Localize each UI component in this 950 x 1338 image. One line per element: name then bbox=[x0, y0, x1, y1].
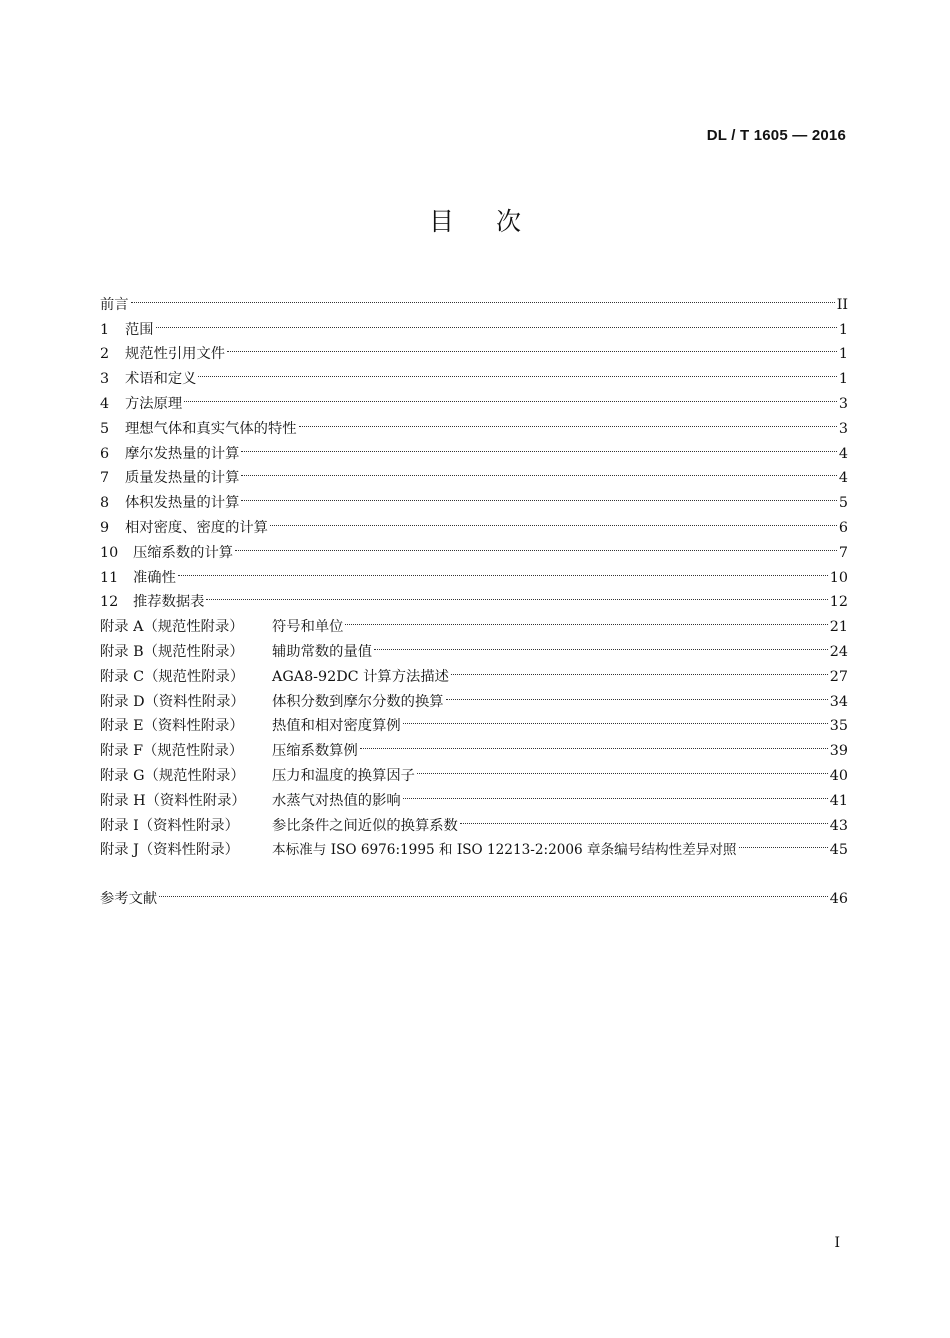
appendix-prefix: 附录 J（资料性附录） bbox=[100, 842, 239, 859]
toc-entry-label: 范围 bbox=[125, 321, 154, 338]
toc-entry-page: 46 bbox=[829, 891, 848, 908]
toc-entry-page: 1 bbox=[838, 371, 848, 388]
chapter-number: 10 bbox=[100, 544, 119, 561]
toc-entry-chapter-4[interactable] bbox=[100, 383, 848, 412]
leader-dots bbox=[241, 433, 837, 458]
document-code: DL / T 1605 — 2016 bbox=[706, 127, 846, 144]
table-of-contents bbox=[100, 284, 848, 908]
appendix-prefix: 附录 I（资料性附录） bbox=[100, 817, 239, 834]
page-number: I bbox=[834, 1235, 840, 1251]
toc-entry-page: 27 bbox=[829, 668, 848, 685]
toc-entry-page: 10 bbox=[829, 569, 848, 586]
toc-entry-label: 压力和温度的换算因子 bbox=[272, 767, 415, 784]
toc-entry-label: 参考文献 bbox=[100, 891, 158, 908]
chapter-number: 2 bbox=[100, 346, 110, 363]
toc-entry-chapter-2[interactable] bbox=[100, 334, 848, 363]
toc-entry-label: 水蒸气对热值的影响 bbox=[272, 792, 401, 809]
leader-dots bbox=[451, 656, 828, 681]
toc-entry-label: 推荐数据表 bbox=[133, 594, 205, 611]
appendix-prefix: 附录 A（规范性附录） bbox=[100, 619, 244, 636]
appendix-prefix: 附录 C（规范性附录） bbox=[100, 668, 245, 685]
chapter-number: 8 bbox=[100, 495, 110, 512]
appendix-prefix: 附录 B（规范性附录） bbox=[100, 643, 244, 660]
toc-entry-label: 摩尔发热量的计算 bbox=[125, 445, 240, 462]
toc-entry-label: 参比条件之间近似的换算系数 bbox=[272, 817, 458, 834]
toc-entry-page: 3 bbox=[838, 395, 848, 412]
leader-dots bbox=[739, 830, 828, 855]
toc-entry-appendix-a[interactable] bbox=[100, 606, 848, 636]
toc-entry-page: 21 bbox=[829, 619, 848, 636]
appendix-prefix: 附录 D（资料性附录） bbox=[100, 693, 245, 710]
leader-dots bbox=[270, 507, 837, 532]
chapter-number: 6 bbox=[100, 445, 110, 462]
leader-dots bbox=[156, 309, 837, 334]
leader-dots bbox=[131, 284, 835, 309]
toc-entry-page: 34 bbox=[829, 693, 848, 710]
chapter-number: 7 bbox=[100, 470, 110, 487]
toc-entry-chapter-1[interactable] bbox=[100, 309, 848, 338]
chapter-number: 4 bbox=[100, 395, 110, 412]
toc-entry-page: 1 bbox=[838, 346, 848, 363]
appendix-prefix: 附录 E（资料性附录） bbox=[100, 718, 244, 735]
toc-entry-page: 4 bbox=[838, 470, 848, 487]
leader-dots bbox=[446, 681, 828, 706]
toc-entry-label: 准确性 bbox=[133, 569, 176, 586]
toc-entry-label: AGA8-92DC 计算方法描述 bbox=[272, 668, 449, 685]
appendix-prefix: 附录 F（规范性附录） bbox=[100, 743, 244, 760]
toc-entry-chapter-11[interactable] bbox=[100, 557, 848, 586]
toc-entry-page: 4 bbox=[838, 445, 848, 462]
toc-entry-label: 质量发热量的计算 bbox=[125, 470, 240, 487]
leader-dots bbox=[184, 383, 837, 408]
toc-entry-page: 40 bbox=[829, 767, 848, 784]
leader-dots bbox=[403, 780, 828, 805]
leader-dots bbox=[374, 631, 828, 656]
toc-title: 目次 bbox=[428, 207, 563, 236]
toc-entry-page: 1 bbox=[838, 321, 848, 338]
toc-entry-page: 6 bbox=[838, 519, 848, 536]
toc-entry-page: 41 bbox=[829, 792, 848, 809]
toc-entry-page: 35 bbox=[829, 718, 848, 735]
leader-dots bbox=[345, 606, 827, 631]
appendix-prefix: 附录 H（资料性附录） bbox=[100, 792, 246, 809]
toc-entry-preface[interactable] bbox=[100, 284, 848, 313]
toc-entry-label: 相对密度、密度的计算 bbox=[125, 519, 268, 536]
toc-entry-page: 43 bbox=[829, 817, 848, 834]
chapter-number: 11 bbox=[100, 569, 119, 586]
leader-dots bbox=[159, 878, 828, 903]
toc-entry-page: 7 bbox=[838, 544, 848, 561]
toc-entry-label: 压缩系数算例 bbox=[272, 743, 358, 760]
leader-dots bbox=[235, 532, 837, 557]
toc-entry-label: 辅助常数的量值 bbox=[272, 643, 373, 660]
toc-entry-label: 体积分数到摩尔分数的换算 bbox=[272, 693, 444, 710]
chapter-number: 5 bbox=[100, 420, 110, 437]
leader-dots bbox=[460, 805, 828, 830]
toc-entry-chapter-12[interactable] bbox=[100, 582, 848, 611]
toc-entry-label: 本标准与 ISO 6976:1995 和 ISO 12213-2:2006 章条编号结构性差异对照 bbox=[272, 842, 737, 859]
leader-dots bbox=[299, 408, 837, 433]
leader-dots bbox=[403, 706, 828, 731]
chapter-number: 9 bbox=[100, 519, 110, 536]
toc-entry-page: 45 bbox=[829, 842, 848, 859]
toc-entry-chapter-5[interactable] bbox=[100, 408, 848, 437]
toc-entry-page: 12 bbox=[829, 594, 848, 611]
toc-entry-chapter-3[interactable] bbox=[100, 358, 848, 388]
toc-entry-label: 理想气体和真实气体的特性 bbox=[125, 420, 297, 437]
toc-entry-bibliography[interactable] bbox=[100, 878, 848, 908]
toc-entry-page: 3 bbox=[838, 420, 848, 437]
toc-entry-label: 热值和相对密度算例 bbox=[272, 718, 401, 735]
toc-entry-label: 规范性引用文件 bbox=[125, 346, 226, 363]
leader-dots bbox=[241, 482, 837, 507]
leader-dots bbox=[227, 334, 837, 359]
toc-entry-label: 术语和定义 bbox=[125, 371, 197, 388]
toc-entry-label: 前言 bbox=[100, 296, 129, 313]
toc-entry-page: II bbox=[836, 296, 848, 313]
chapter-number: 12 bbox=[100, 594, 119, 611]
toc-entry-label: 体积发热量的计算 bbox=[125, 495, 240, 512]
appendix-prefix: 附录 G（规范性附录） bbox=[100, 767, 245, 784]
toc-entry-label: 方法原理 bbox=[125, 395, 183, 412]
leader-dots bbox=[360, 730, 828, 755]
toc-entry-label: 压缩系数的计算 bbox=[133, 544, 234, 561]
toc-entry-label: 符号和单位 bbox=[272, 619, 344, 636]
chapter-number: 1 bbox=[100, 321, 110, 338]
leader-dots bbox=[206, 582, 827, 607]
toc-entry-page: 24 bbox=[829, 643, 848, 660]
leader-dots bbox=[198, 358, 836, 383]
leader-dots bbox=[241, 458, 837, 483]
chapter-number: 3 bbox=[100, 371, 110, 388]
toc-entry-page: 39 bbox=[829, 743, 848, 760]
leader-dots bbox=[178, 557, 828, 582]
toc-entry-page: 5 bbox=[838, 495, 848, 512]
leader-dots bbox=[417, 755, 828, 780]
